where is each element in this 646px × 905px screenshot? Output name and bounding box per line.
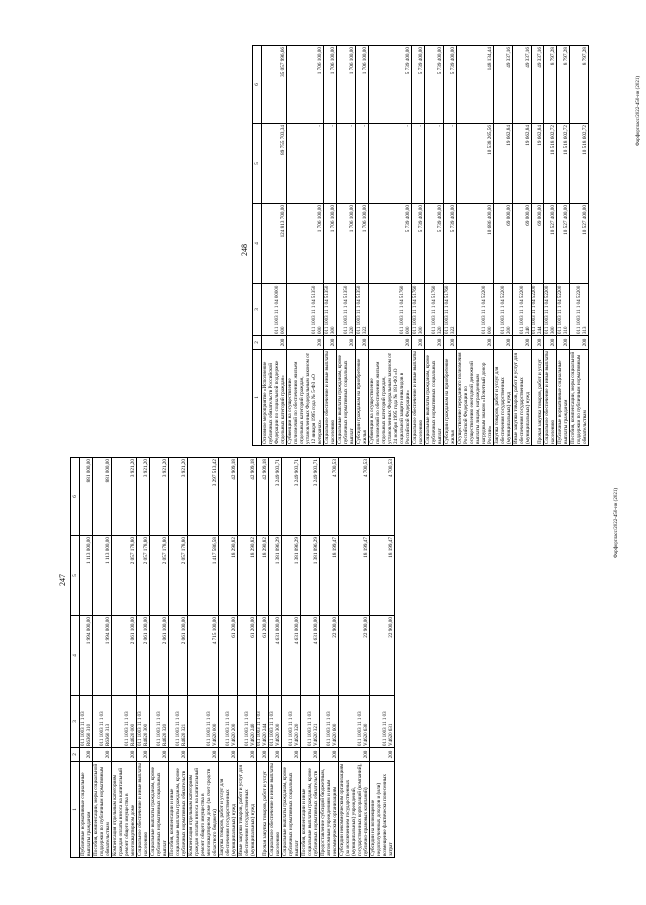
row-value-cell: 3 921,20 <box>137 458 150 536</box>
row-value-cell: 5 739 400,00 <box>425 204 444 284</box>
row-value-cell: 3 921,20 <box>150 458 169 536</box>
row-value-cell: 19 662,84 <box>494 124 513 204</box>
table-row <box>282 458 301 858</box>
table-row <box>494 46 513 446</box>
row-code-cell: 011 1003 11 1 03 V4620 631 <box>370 696 395 748</box>
row-group-cell: 200 <box>532 336 544 350</box>
row-value-cell: 881 000,00 <box>80 458 93 536</box>
row-code-cell: 011 1003 11 1 04 51350 300 <box>324 284 337 336</box>
table-row <box>570 46 589 446</box>
row-value-cell: 2 061 100,00 <box>137 616 150 696</box>
col-header: 3 <box>253 284 262 336</box>
table-row <box>339 458 370 858</box>
row-value-cell: 1 706 100,00 <box>287 204 324 284</box>
row-value-cell: 10 527 400,00 <box>557 204 570 284</box>
page-number: 248 <box>240 244 249 256</box>
table-row <box>320 458 339 858</box>
row-value-cell: - <box>412 124 425 204</box>
row-name-cell: Субвенции на осуществление полномочий по обеспечению жильем отдельных категорий граждан, установленных Федеральным законом от 12 января 1995 года № 5-ФЗ «О ветеранах» <box>287 350 324 446</box>
col-header: 2 <box>71 748 80 762</box>
row-name-cell: Пособия, компенсации и иные социальные выплаты гражданам, кроме публичных нормативных обязательств <box>169 762 188 858</box>
row-value-cell: 4 631 000,00 <box>269 616 282 696</box>
row-group-cell: 200 <box>257 748 269 762</box>
row-name-cell: Компенсация отдельным категориям граждан оплаты взноса на капитальный ремонт общего имущества в многоквартирном доме <box>112 762 137 858</box>
row-code-cell: 011 1003 11 1 04 52200 310 <box>557 284 570 336</box>
table-row <box>513 46 532 446</box>
row-group-cell: 200 <box>513 336 532 350</box>
row-name-cell: Основное мероприятие «Исполнение публичных обязательств Российской Федерации по социальной поддержке отдельных категорий граждан» <box>262 350 287 446</box>
row-name-cell: Социальное обеспечение и иные выплаты населению <box>544 351 556 444</box>
row-code-cell: 011 1003 11 1 03 V4620 321 <box>301 696 320 748</box>
col-header: 1 <box>71 762 80 858</box>
row-value-cell: 69 000,00 <box>513 204 532 284</box>
row-code-cell: 011 1003 11 1 03 V4620 600 <box>320 696 339 748</box>
row-value-cell: 1 706 100,00 <box>356 204 369 284</box>
row-value-cell: 4 700,53 <box>339 458 370 536</box>
row-value-cell: 49 337,16 <box>494 46 513 124</box>
table-row <box>262 46 287 446</box>
table-row <box>238 458 257 858</box>
row-value-cell: - <box>287 124 324 204</box>
row-group-cell: 200 <box>169 748 188 762</box>
table-row <box>137 458 150 858</box>
row-value-cell: 69 000,00 <box>494 204 513 284</box>
row-value-cell: - <box>337 124 356 204</box>
page-number: 247 <box>58 574 67 586</box>
row-code-cell: 011 1003 11 1 04 52200 300 <box>544 284 557 336</box>
page-247 <box>54 456 624 858</box>
row-group-cell: 200 <box>544 336 557 350</box>
row-value-cell: 1 113 000,00 <box>93 536 112 616</box>
row-group-cell: 200 <box>219 748 238 762</box>
row-code-cell: 011 1003 11 1 04 52200 244 <box>532 284 544 336</box>
row-value-cell: 3 297 513,42 <box>188 458 219 536</box>
page-footer: Фарфоргласс/2022-450-нн (2021) <box>614 487 619 558</box>
row-value-cell: 2 061 100,00 <box>112 616 137 696</box>
row-value-cell: 8 797,28 <box>544 46 557 124</box>
table-row <box>219 458 238 858</box>
row-name-cell: Социальное обеспечение и иные выплаты населению <box>324 351 336 444</box>
row-name-cell: Субвенции на осуществление полномочий по обеспечению жильем отдельных категорий граждан, установленных Федеральным законом от 24 ноября 1995 года № 181-ФЗ «О социальной защите инвалидов в Российской Федерации» <box>369 350 412 446</box>
row-value-cell: 2 057 178,80 <box>169 536 188 616</box>
row-value-cell: 4 700,53 <box>320 458 339 536</box>
row-value-cell: 1 706 100,00 <box>337 46 356 124</box>
row-value-cell: 1 381 096,29 <box>282 536 301 616</box>
table-row <box>544 46 557 446</box>
row-code-cell: 011 1003 11 1 04 51350 320 <box>337 284 356 336</box>
row-value-cell: 19 662,84 <box>513 124 532 204</box>
table-row <box>444 46 457 446</box>
row-value-cell: 35 057 996,66 <box>262 46 287 124</box>
row-code-cell: 011 1003 11 1 04 51350 000 <box>287 284 324 336</box>
row-value-cell: 1 994 000,00 <box>93 616 112 696</box>
row-value-cell: 4 631 000,00 <box>282 616 301 696</box>
row-value-cell: 5 739 400,00 <box>369 204 412 284</box>
row-value-cell: 2 061 100,00 <box>150 616 169 696</box>
row-name-cell: Публичные нормативные социальные выплаты гражданам <box>557 350 570 446</box>
row-value-cell: 2 061 100,00 <box>169 616 188 696</box>
col-header: 3 <box>71 696 80 748</box>
row-value-cell: 8 797,28 <box>570 46 589 124</box>
table-row <box>532 46 544 446</box>
row-name-cell: Прочая закупка товаров, работ и услуг <box>532 350 544 446</box>
row-group-cell: 200 <box>425 336 444 350</box>
row-value-cell: 18 199,47 <box>370 536 395 616</box>
table-row <box>150 458 169 858</box>
row-value-cell: 69 000,00 <box>532 204 544 284</box>
row-code-cell: 011 1003 11 1 04 51760 300 <box>412 284 425 336</box>
row-code-cell: 011 1003 11 1 03 V4620 630 <box>339 696 370 748</box>
row-name-cell: Субсидии гражданам на приобретение жилья <box>444 350 457 446</box>
row-code-cell: 011 1003 11 1 04 51760 000 <box>369 284 412 336</box>
row-value-cell: 18 290,82 <box>257 536 269 616</box>
row-value-cell: 4 700,53 <box>370 458 395 536</box>
row-name-cell: Субсидии гражданам на приобретение жилья <box>356 350 369 446</box>
header-row <box>71 458 80 858</box>
row-group-cell: 200 <box>494 336 513 350</box>
row-group-cell: 200 <box>80 748 93 762</box>
row-name-cell: Социальные выплаты гражданам, кроме публичных нормативных социальных выплат <box>425 350 444 446</box>
row-value-cell: 124 813 700,00 <box>262 204 287 284</box>
budget-table <box>252 45 589 446</box>
row-value-cell: 1 994 000,00 <box>80 616 93 696</box>
table-row <box>412 46 425 446</box>
row-name-cell: Социальное обеспечение и иные выплаты населению <box>137 763 149 856</box>
row-value-cell: 49 337,16 <box>513 46 532 124</box>
row-group-cell: 200 <box>262 336 287 350</box>
row-group-cell: 200 <box>137 748 150 762</box>
row-name-cell: Закупка товаров, работ и услуг для обеспечения государственных (муниципальных) нужд <box>219 762 238 858</box>
col-header: 5 <box>253 124 262 204</box>
table-row <box>188 458 219 858</box>
row-name-cell: Пособия, компенсации, меры социальной поддержки по публичным нормативным обязательствам <box>93 762 112 858</box>
row-value-cell: 10 518 602,72 <box>544 124 557 204</box>
table-row <box>337 46 356 446</box>
row-value-cell: 89 755 703,34 <box>262 124 287 204</box>
table-row <box>301 458 320 858</box>
table-row <box>557 46 570 446</box>
row-group-cell: 200 <box>282 748 301 762</box>
row-code-cell: 011 1003 11 1 04 52200 313 <box>570 284 589 336</box>
row-value-cell: 3 921,20 <box>112 458 137 536</box>
row-value-cell: 4 715 100,00 <box>188 616 219 696</box>
row-value-cell: 1 381 096,29 <box>269 536 282 616</box>
row-value-cell: 1 706 100,00 <box>337 204 356 284</box>
row-value-cell: 1 706 100,00 <box>356 46 369 124</box>
row-name-cell: Социальное обеспечение и иные выплаты населению <box>269 763 281 856</box>
row-code-cell: 011 1003 11 1 04 52200 200 <box>494 284 513 336</box>
row-value-cell: 22 900,00 <box>320 616 339 696</box>
row-name-cell: Социальное обеспечение и иные выплаты населению <box>412 351 424 444</box>
row-group-cell: 200 <box>320 748 339 762</box>
row-value-cell: - <box>324 124 337 204</box>
table-row <box>324 46 337 446</box>
row-name-cell: Публичные нормативные социальные выплаты гражданам <box>80 762 93 858</box>
row-value-cell: 42 909,18 <box>219 458 238 536</box>
row-group-cell: 200 <box>269 748 282 762</box>
row-group-cell: 200 <box>356 336 369 350</box>
row-code-cell: 011 1003 11 1 03 V4620 240 <box>238 696 257 748</box>
row-value-cell: - <box>444 124 457 204</box>
row-value-cell: 22 900,00 <box>370 616 395 696</box>
row-group-cell: 200 <box>112 748 137 762</box>
row-value-cell: 3 249 903,71 <box>301 458 320 536</box>
row-group-cell: 200 <box>324 336 337 350</box>
row-group-cell: 200 <box>369 336 412 350</box>
row-value-cell: 18 199,47 <box>320 536 339 616</box>
row-name-cell: Пособия, компенсации и иные социальные выплаты гражданам, кроме публичных нормативных обязательств <box>301 762 320 858</box>
row-code-cell: 011 1003 11 1 04 51760 322 <box>444 284 457 336</box>
row-code-cell: 011 1003 11 1 03 V4620 300 <box>269 696 282 748</box>
budget-table <box>70 457 395 858</box>
row-name-cell: Предоставление субсидий бюджетным, автономным учреждениям и иным некоммерческим организациям <box>320 762 339 858</box>
col-header: 4 <box>253 204 262 284</box>
row-value-cell: 8 797,28 <box>557 46 570 124</box>
table-row <box>80 458 93 858</box>
row-code-cell: 011 1003 11 1 03 R4620 320 <box>150 696 169 748</box>
row-code-cell: 011 1003 11 1 04 52200 240 <box>513 284 532 336</box>
row-code-cell: 011 1003 11 1 03 V4620 244 <box>257 696 269 748</box>
row-name-cell: Компенсация отдельным категориям граждан оплаты взноса на капитальный ремонт общего имущества в многоквартирном доме (за счет средств областного бюджета) <box>188 762 219 858</box>
row-value-cell: 61 200,00 <box>257 616 269 696</box>
row-code-cell: 011 1003 11 1 03 V4620 200 <box>219 696 238 748</box>
row-group-cell: 200 <box>337 336 356 350</box>
row-group-cell: 200 <box>412 336 425 350</box>
row-value-cell: - <box>356 124 369 204</box>
row-value-cell: 5 739 400,00 <box>444 204 457 284</box>
table-row <box>112 458 137 858</box>
table-row <box>269 458 282 858</box>
row-value-cell: 1 381 096,29 <box>301 536 320 616</box>
row-value-cell: 881 000,00 <box>93 458 112 536</box>
row-value-cell: 3 921,20 <box>169 458 188 536</box>
row-value-cell: 1 706 100,00 <box>324 204 337 284</box>
row-group-cell: 200 <box>287 336 324 350</box>
row-name-cell: Социальные выплаты гражданам, кроме публичных нормативных социальных выплат <box>150 762 169 858</box>
col-header: 2 <box>253 336 262 350</box>
row-value-cell: 49 337,16 <box>532 46 544 124</box>
row-value-cell: 5 739 400,00 <box>425 46 444 124</box>
row-code-cell: 011 1003 11 1 03 R4620 000 <box>112 696 137 748</box>
table-row <box>169 458 188 858</box>
row-group-cell: 200 <box>93 748 112 762</box>
row-name-cell: Закупка товаров, работ и услуг для обеспечения государственных (муниципальных) нужд <box>494 350 513 446</box>
row-value-cell: 10 527 400,00 <box>544 204 557 284</box>
row-name-cell: Пособия, компенсации, меры социальной поддержки по публичным нормативным обязательствам <box>570 350 589 446</box>
row-value-cell: 148 134,44 <box>457 46 494 124</box>
col-header: 6 <box>253 46 262 124</box>
row-value-cell: 1 113 000,00 <box>80 536 93 616</box>
row-group-cell: 200 <box>457 336 494 350</box>
table-row <box>257 458 269 858</box>
row-value-cell: 61 200,00 <box>219 616 238 696</box>
row-value-cell: 22 900,00 <box>339 616 370 696</box>
table-row <box>457 46 494 446</box>
row-value-cell: 3 249 903,71 <box>282 458 301 536</box>
row-group-cell: 200 <box>238 748 257 762</box>
row-value-cell: - <box>369 124 412 204</box>
row-value-cell: 1 706 100,00 <box>287 46 324 124</box>
row-value-cell: 1 706 100,00 <box>324 46 337 124</box>
row-name-cell: Субсидии на возмещение недополученных доходов и (или) возмещение фактически понесенных затрат <box>370 762 395 858</box>
table-row <box>356 46 369 446</box>
row-name-cell: Иные закупки товаров, работ и услуг для обеспечения государственных (муниципальных) нужд <box>513 350 532 446</box>
row-name-cell: Осуществление переданного полномочия Российской Федерации по осуществлению ежегодной денежной выплаты лицам, награжденным нагрудным знаком «Почетный донор России» <box>457 350 494 446</box>
row-value-cell: 1 417 586,58 <box>188 536 219 616</box>
row-code-cell: 011 1003 11 1 04 00000 000 <box>262 284 287 336</box>
row-code-cell: 011 1003 11 1 03 V4620 000 <box>188 696 219 748</box>
row-group-cell: 200 <box>150 748 169 762</box>
row-value-cell: 18 290,82 <box>238 536 257 616</box>
row-name-cell: Социальные выплаты гражданам, кроме публичных нормативных социальных выплат <box>282 762 301 858</box>
row-value-cell: 2 057 178,80 <box>150 536 169 616</box>
row-value-cell: 10 686 400,00 <box>457 204 494 284</box>
table-row <box>287 46 324 446</box>
header-row <box>253 46 262 446</box>
row-value-cell: 5 739 400,00 <box>412 204 425 284</box>
row-value-cell: 5 739 400,00 <box>444 46 457 124</box>
row-group-cell: 200 <box>301 748 320 762</box>
row-value-cell: 61 200,00 <box>238 616 257 696</box>
row-value-cell: 3 249 903,71 <box>269 458 282 536</box>
table-row <box>369 46 412 446</box>
row-code-cell: 011 1003 11 1 04 52200 000 <box>457 284 494 336</box>
row-group-cell: 200 <box>557 336 570 350</box>
row-code-cell: 011 1003 11 1 03 R6360 313 <box>93 696 112 748</box>
row-code-cell: 011 1003 11 1 03 R4620 300 <box>137 696 150 748</box>
row-code-cell: 011 1003 11 1 03 R6360 310 <box>80 696 93 748</box>
row-value-cell: 5 739 400,00 <box>412 46 425 124</box>
row-group-cell: 200 <box>339 748 370 762</box>
table-row <box>93 458 112 858</box>
col-header: 5 <box>71 536 80 616</box>
row-value-cell: 5 739 400,00 <box>369 46 412 124</box>
row-value-cell: - <box>425 124 444 204</box>
row-name-cell: Прочая закупка товаров, работ и услуг <box>257 762 269 858</box>
row-value-cell: 2 057 178,80 <box>112 536 137 616</box>
row-name-cell: Субсидии некоммерческим организациям (за исключением государственных (муниципальных) учреждений, государственных корпораций (компаний), публично-правовых компаний) <box>339 763 369 856</box>
row-group-cell: 200 <box>188 748 219 762</box>
row-value-cell: 10 518 602,72 <box>557 124 570 204</box>
row-value-cell: 10 518 602,72 <box>570 124 589 204</box>
row-value-cell: 4 631 000,00 <box>301 616 320 696</box>
col-header: 1 <box>253 350 262 446</box>
row-group-cell: 200 <box>570 336 589 350</box>
row-code-cell: 011 1003 11 1 04 51760 320 <box>425 284 444 336</box>
row-code-cell: 011 1003 11 1 04 51350 322 <box>356 284 369 336</box>
row-value-cell: 18 290,82 <box>219 536 238 616</box>
row-name-cell: Социальные выплаты гражданам, кроме публичных нормативных социальных выплат <box>337 350 356 446</box>
row-code-cell: 011 1003 11 1 03 R4620 321 <box>169 696 188 748</box>
col-header: 6 <box>71 458 80 536</box>
row-group-cell: 200 <box>444 336 457 350</box>
row-code-cell: 011 1003 11 1 03 V4620 320 <box>282 696 301 748</box>
row-name-cell: Иные закупки товаров, работ и услуг для обеспечения государственных (муниципальных) нужд <box>238 762 257 858</box>
row-value-cell: 2 057 178,80 <box>137 536 150 616</box>
row-value-cell: 10 527 400,00 <box>570 204 589 284</box>
row-value-cell: 10 538 265,56 <box>457 124 494 204</box>
table-row <box>370 458 395 858</box>
row-value-cell: 42 909,18 <box>238 458 257 536</box>
row-value-cell: 42 909,18 <box>257 458 269 536</box>
row-group-cell: 200 <box>370 748 395 762</box>
table-row <box>425 46 444 446</box>
page-248 <box>236 44 646 446</box>
row-value-cell: 19 662,84 <box>532 124 544 204</box>
col-header: 4 <box>71 616 80 696</box>
page-footer: Фарфоргласс/2022-450-нн (2021) <box>636 75 641 146</box>
row-value-cell: 18 199,47 <box>339 536 370 616</box>
